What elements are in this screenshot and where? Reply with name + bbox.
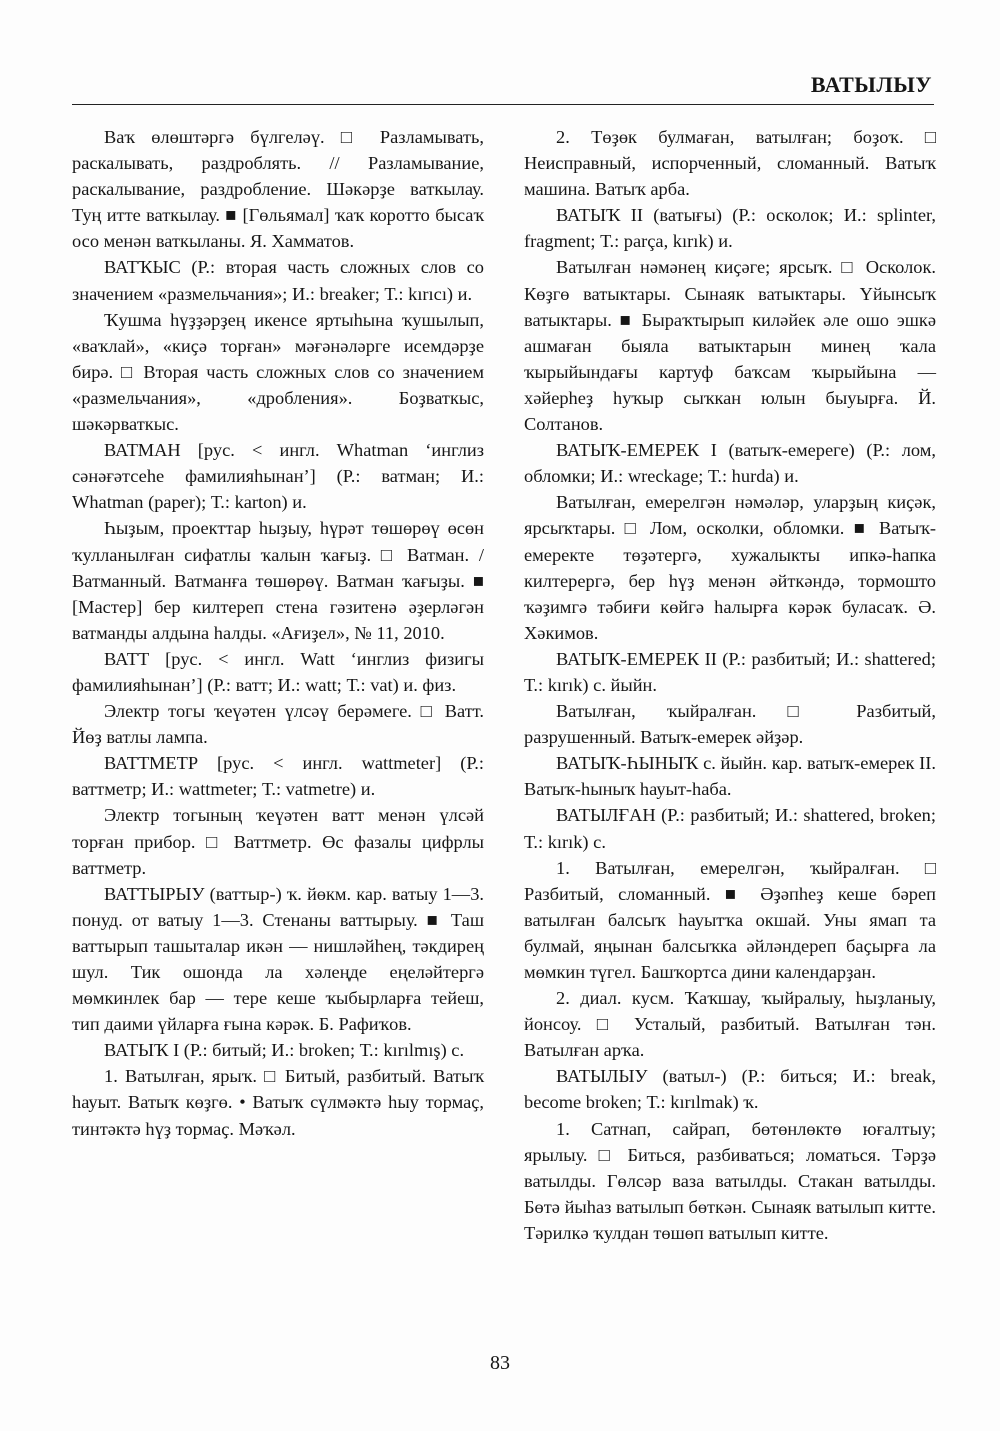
header-rule [72, 104, 934, 105]
entry-paragraph: ВАТЫҠ I (Р.: битый; И.: broken; Т.: kırılmış) с. [104, 1040, 465, 1061]
entry-paragraph: ВАТЫҠ-ҺЫНЫҠ с. йыйн. кар. ватыҡ-емерек II. Ватыҡ-һыныҡ һауыт-һаба. [524, 753, 936, 800]
entry-paragraph: ВАТЫЛЫУ (ватыл-) (Р.: биться; И.: break, become broken; Т.: kırılmak) ҡ. [524, 1066, 936, 1113]
right-column [524, 124, 936, 1246]
entry-paragraph: Ҡушма һүҙҙәрҙең икенсе яртыһына ҡушылып, «ваҡлай», «киҫә торған» мәғәнәләрге исемдәрҙе бирә. □ Вторая часть сложных слов со значением «размельчания», «дробления». Боҙваткыс, шәкәрваткыс. [72, 309, 484, 435]
entry-paragraph: Ваҡ өлөштәргә бүлгеләү. □ Разламывать, раскалывать, раздроблять. // Разламывание, раскалывание, раздробление. Шәкәрҙе ваткылау. Туң итте ваткылау. ■ [Гөльямал] ҡаҡ коротто бысаҡ осо менән ваткыланы. Я. Хамматов. [72, 127, 484, 252]
entry-paragraph: 2. Төҙөк булмаған, ватылған; боҙоҡ. □ Неисправный, испорченный, сломанный. Ватыҡ машина. Ватыҡ арба. [524, 127, 936, 200]
entry-paragraph: ВАТТМЕТР [рус. < ингл. wattmeter] (Р.: ваттметр; И.: wattmeter; Т.: vatmetre) и. [72, 753, 484, 800]
entry-paragraph: Электр тогы ҡеүәтен үлсәү берәмеге. □ Ватт. Йөҙ ватлы лампа. [72, 701, 484, 748]
entry-paragraph: ВАТЫҠ II (ватығы) (Р.: осколок; И.: splinter, fragment; Т.: parça, kırık) и. [524, 205, 936, 252]
entry-paragraph: ВАТЫЛҒАН (Р.: разбитый; И.: shattered, broken; Т.: kırık) с. [524, 805, 936, 852]
entry-paragraph: Ватылған, ҡыйралған. □ Разбитый, разрушенный. Ватыҡ-емерек әйҙәр. [524, 701, 936, 748]
entry-paragraph: ВАТЫҠ-ЕМЕРЕК II (Р.: разбитый; И.: shattered; Т.: kırık) с. йыйн. [524, 648, 936, 695]
entry-paragraph: ВАТТ [рус. < ингл. Watt ‘инглиз физигы фамилияһынан’] (Р.: ватт; И.: watt; Т.: vat) и. физ. [72, 648, 484, 695]
left-column [72, 124, 484, 1142]
entry-paragraph: 1. Ватылған, ярыҡ. □ Битый, разбитый. Ватыҡ һауыт. Ватыҡ көҙгө. • Ватыҡ сүлмәктә һыу тормаҫ, тинтәктә һүҙ тормаҫ. Мәҡәл. [72, 1066, 484, 1139]
entry-paragraph: ВАТҠЫС (Р.: вторая часть сложных слов со значением «размельчания»; И.: breaker; Т.: kırıcı) и. [72, 257, 484, 304]
page-number: 83 [490, 1352, 510, 1374]
entry-paragraph: Электр тогының ҡеүәтен ватт менән үлсәй торған прибор. □ Ваттметр. Өс фазалы цифрлы ваттметр. [72, 805, 484, 878]
entry-paragraph: 1. Сатнап, сайрап, бөтөнлөктө юғалтыу; ярылыу. □ Биться, разбиваться; ломаться. Тәрҙә ватылды. Гөлсәр ваза ватылды. Стакан ватылды. Бөтә йыһаз ватылып бөткән. Сынаяк ватылып китте. Тәрилкә ҡулдан төшөп ватылып китте. [524, 1118, 936, 1243]
entry-paragraph: Ватылған, емерелгән нәмәләр, уларҙың киҫәк, ярсыҡтары. □ Лом, осколки, обломки. ■ Ватыҡ-емеректе төҙәтергә, хужалыкты ипкә-һапка килтерергә, бер һүҙ менән әйткәндә, тормошто ҡәҙимгә тәбиғи көйгә һалырға кәрәк буласаҡ. Ә. Хәкимов. [524, 492, 936, 643]
entry-paragraph: 1. Ватылған, емерелгән, ҡыйралған. □ Разбитый, сломанный. ■ Әҙәпһеҙ кеше бәреп ватылған балсыҡ һауытҡа окшай. Уны ямап та булмай, яңынан балсыҡка әйләндереп баҫырға ла мөмкин түгел. Башҡортса дини календарҙан. [524, 857, 936, 982]
entry-paragraph: Ватылған нәмәнең киҫәге; ярсыҡ. □ Осколок. Көҙгө ватыктары. Сынаяк ватыктары. Үйынсыҡ ватыктары. ■ Быраҡтырып киләйек әле ошо эшкә ашмаған быяла ватыктарын минең ҡала ҡырыйындағы картуф баҡсам ҡырыйына — хәйерһеҙ һуҡыр сыҡкан юлын быуырға. Й. Солтанов. [524, 257, 936, 435]
entry-paragraph: ВАТЫҠ-ЕМЕРЕК I (ватыҡ-емереге) (Р.: лом, обломки; И.: wreckage; Т.: hurda) и. [524, 440, 936, 487]
running-head: ВАТЫЛЫУ [810, 72, 932, 97]
entry-paragraph: ВАТМАН [рус. < ингл. Whatman ‘инглиз сәнәғәтсеһе фамилияһынан’] (Р.: ватман; И.: Whatman (paper); Т.: karton) и. [72, 440, 484, 513]
entry-paragraph: Һыҙым, проекттар һыҙыу, һүрәт төшөрөү өсөн ҡулланылған сифатлы ҡалын ҡағыҙ. □ Ватман. / Ватманный. Ватманға төшөрөү. Ватман ҡағыҙы. ■ [Мастер] бер килтереп стена гәзитенә әҙерләгән ватманды алдына һалды. «Ағиҙел», № 11, 2010. [72, 518, 484, 643]
entry-paragraph: 2. диал. кусм. Ҡаҡшау, ҡыйралыу, һыҙланыу, йонсоу. □ Усталый, разбитый. Ватылған тән. Ватылған арҡа. [524, 988, 936, 1061]
entry-paragraph: ВАТТЫРЫУ (ваттыр-) ҡ. йөкм. кар. ватыу 1—3. понуд. от ватыу 1—3. Стенаны ваттырыу. ■ Таш ваттырып ташыталар икән — нишләйһең, тәкдирең шул. Тик ошонда ла хәлеңде еңеләйтергә мөмкинлек бар — тере кеше ҡыбырларға тейеш, тип даими үйларға ғына кәрәк. Б. Рафиҡов. [72, 883, 484, 1035]
